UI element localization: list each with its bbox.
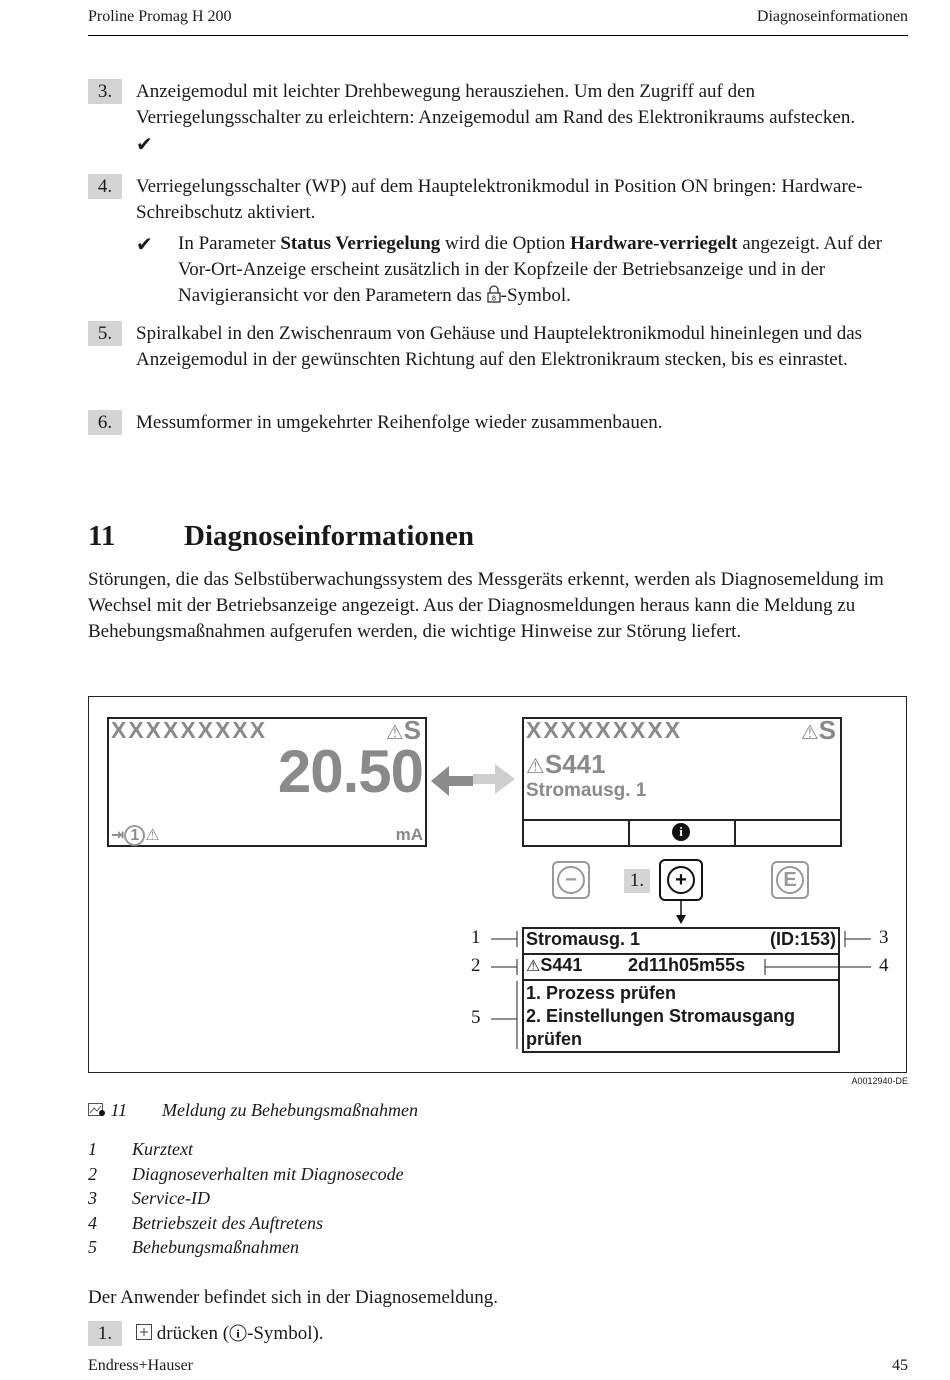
lock-icon [487,285,501,303]
figure-frame [88,696,907,1073]
caption-number: 11 [110,1100,128,1120]
step-6 [88,410,908,438]
info-icon: i [672,823,690,841]
warning-icon: ⚠ [145,827,160,844]
arrow-down-icon [675,901,687,925]
section-intro: Störungen, die das Selbstüberwachungssystem des Messgeräts erkennt, werden als Diagnosemeldung im Wechsel mit der Betriebsanzeige angezeigt. Aus der Diagnosmeldungen heraus kann die Meldung zu Behebungsmaßnahmen aufgerufen werden, die wichtige Hinweise zur Störung liefert. [88,569,884,642]
step-number: 6. [88,410,122,435]
figure-caption [88,1100,127,1121]
svg-text:8: 8 [491,295,496,303]
info-icon [229,1324,247,1342]
step-text: Verriegelungsschalter (WP) auf dem Hauptelektronikmodul in Position ON bringen: Hardware-Schreibschutz aktiviert. [136,176,863,223]
diagnostic-text: Stromausg. 1 [526,780,647,801]
warning-icon: ⚠ [385,722,404,744]
header-rule [88,35,908,36]
warning-icon: ⚠ [800,722,819,744]
callout-4: 4 [879,955,889,976]
legend-item: 5 Behebungsmaßnahmen [88,1237,299,1257]
legend-item: 4 Betriebszeit des Auftretens [88,1212,323,1233]
svg-text:i: i [236,1326,240,1341]
step-number: 1. [88,1321,122,1346]
unit-label: mA [395,825,423,844]
figure-icon [88,1103,106,1117]
measured-value: 20.50 [277,738,423,805]
step-4 [88,174,908,314]
option-name: Hardware-verriegelt [570,233,738,254]
step-marker: 1. [624,869,650,893]
enter-key[interactable]: E [771,861,809,899]
diagnostic-code: ⚠S441 [526,955,583,975]
check-icon: ✔ [136,232,153,256]
softkey-bar [524,819,840,845]
step-number: 5. [88,321,122,346]
callout-3: 3 [879,927,889,948]
operational-display [107,717,427,847]
step-number: 3. [88,79,122,104]
service-id: (ID:153) [769,929,836,949]
status-signal: ⚠S [385,715,421,745]
callout-5: 5 [471,1007,481,1028]
callout-lines [459,925,899,1055]
device-tag: XXXXXXXXX [111,717,268,743]
figure-legend [88,1137,588,1260]
device-tag: XXXXXXXXX [526,717,683,743]
header-left: Proline Promag H 200 [88,8,232,25]
step-number: 4. [88,174,122,199]
step-result: In Parameter Status Verriegelung wird die Option Hardware-verriegelt angezeigt. Auf der Vor-Ort-Anzeige erscheint zusätzlich in der Kopfzeile der Betriebsanzeige und in der Navigieransicht vor den Parametern das 8 -Symbol. [178,233,883,306]
step-text: Messumformer in umgekehrter Reihenfolge wieder zusammenbauen. [136,412,663,433]
status-signal: ⚠S [800,715,836,745]
callout-2: 2 [471,955,481,976]
legend-item: 2 Diagnoseverhalten mit Diagnosecode [88,1163,404,1184]
toggle-arrows-icon [429,752,517,802]
warning-icon: ⚠ [526,755,545,778]
section-number: 11 [88,520,116,552]
step-5 [88,321,908,401]
diagnostic-display [522,717,842,847]
plus-key[interactable]: + [659,859,703,901]
output-icon: ⇥ [111,827,125,844]
diagnostic-code: ⚠S441 [526,749,606,779]
check-icon: ✔ [136,132,153,156]
header-right: Diagnoseinformationen [756,8,908,25]
warning-icon: ⚠ [526,958,541,975]
user-location-text: Der Anwender befindet sich in der Diagnosemeldung. [88,1287,498,1308]
step-text: Anzeigemodul mit leichter Drehbewegung herausziehen. Um den Zugriff auf den Verriegelungsschalter zu erleichtern: Anzeigemodul am Rand des Elektronikraums aufstecken. ✔ [136,81,856,156]
plus-key-icon [136,1324,152,1340]
step-text: Spiralkabel in den Zwischenraum von Gehäuse und Hauptelektronikmodul hineinlegen und das Anzeigemodul in der gewünschten Richtung auf den Elektronikraum stecken, bis es einrastet. [136,323,863,370]
step-3 [88,79,908,163]
legend-item: 3 Service-ID [88,1188,210,1208]
callout-1: 1 [471,927,481,948]
minus-key[interactable]: − [552,861,590,899]
legend-item: 1 Kurztext [88,1139,193,1159]
footer-left: Endress+Hauser [88,1357,193,1374]
parameter-name: Status Verriegelung [280,233,441,254]
figure-id: A0012940-DE [851,1076,908,1086]
operating-time: 2d11h05m55s [628,955,746,975]
section-title: Diagnoseinformationen [184,520,474,552]
caption-text: Meldung zu Behebungsmaßnahmen [162,1100,418,1120]
step-1 [88,1321,908,1349]
short-text: Stromausg. 1 [526,929,641,949]
page-number: 45 [892,1357,908,1374]
remedy-text: 1. Prozess prüfen 2. Einstellungen Stromausgang prüfen [526,983,796,1049]
channel-indicator: ⇥ 1 ⚠ [111,827,160,844]
step-text: drücken ( i -Symbol). [136,1321,908,1347]
